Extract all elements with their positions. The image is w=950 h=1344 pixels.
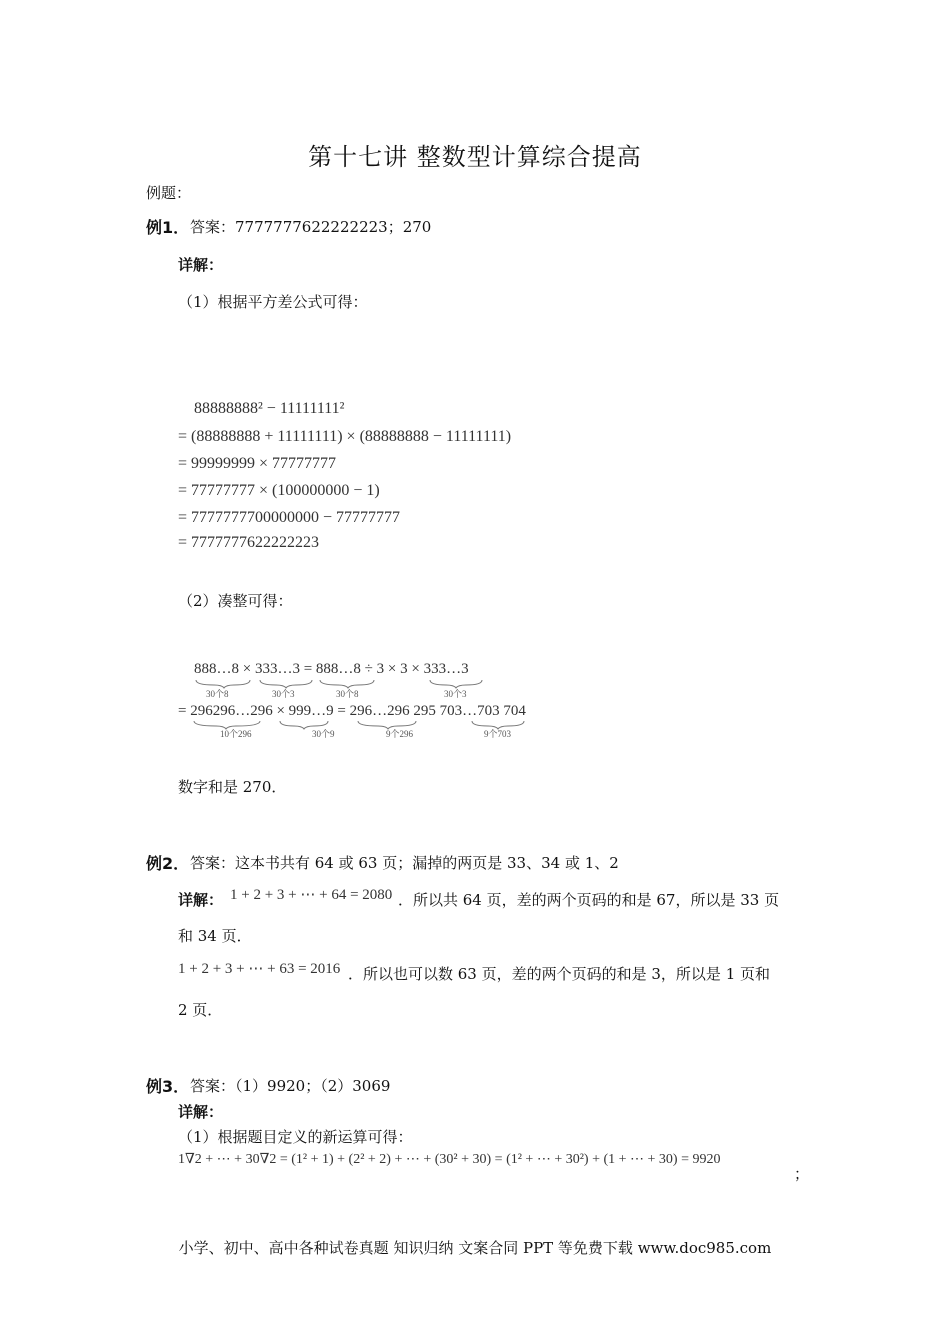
ex1-eq-line-3: = 99999999 × 77777777 [178,455,337,472]
ex1-brace-line-1: 888…8 × 333…3 = 888…8 ÷ 3 × 3 × 333…3 [194,661,469,677]
ex1-part2-intro: （2）凑整可得： [178,592,293,610]
brace-note-1d: 30个3 [444,689,467,699]
ex2-text-1b: 和 34 页． [178,927,252,945]
ex2-formula-1: 1 + 2 + 3 + ⋯ + 64 = 2080 [230,887,393,903]
ex2-text-2: ．所以也可以数 63 页，差的两个页码的和是 3，所以是 1 页和 [348,965,771,983]
ex3-end-mark: ； [794,1165,810,1183]
ex1-eq-line-1: 88888888² − 11111111² [194,400,345,417]
brace-note-2a: 10个296 [220,729,252,739]
ex3-answer: 答案：（1）9920；（2）3069 [190,1077,391,1095]
page-footer: 小学、初中、高中各种试卷真题 知识归纳 文案合同 PPT 等免费下载 www.doc985.com [178,1239,772,1257]
ex1-eq-line-2: = (88888888 + 11111111) × (88888888 − 11111111) [178,428,512,445]
brace-note-1b: 30个3 [272,689,295,699]
ex3-part1-intro: （1）根据题目定义的新运算可得： [178,1128,413,1146]
ex1-part1-intro: （1）根据平方差公式可得： [178,293,368,311]
ex1-label: 例1． [146,218,190,237]
ex2-detail-label: 详解： [178,891,224,909]
ex2-answer: 答案：这本书共有 64 或 63 页；漏掉的两页是 33、34 或 1、2 [190,854,619,872]
ex1-conclusion: 数字和是 270． [178,778,287,796]
ex3-label: 例3． [146,1077,190,1096]
ex1-answer: 答案：7777777622222223；270 [190,218,432,236]
ex2-text-1: ．所以共 64 页，差的两个页码的和是 67，所以是 33 页 [398,891,780,909]
brace-note-2d: 9个703 [484,729,512,739]
page-title: 第十七讲 整数型计算综合提高 [308,143,642,171]
brace-note-2c: 9个296 [386,729,414,739]
ex3-formula: 1∇2 + ⋯ + 30∇2 = (1² + 1) + (2² + 2) + ⋯ + (30² + 30) = (1² + ⋯ + 30²) + (1 + ⋯ + 30) = 9920 [178,1152,721,1167]
brace-note-1c: 30个8 [336,689,359,699]
ex2-text-2b: 2 页． [178,1001,223,1019]
brace-note-2b: 30个9 [312,729,335,739]
section-label: 例题： [146,184,192,202]
ex3-detail-label: 详解： [178,1103,224,1121]
ex1-detail-label: 详解： [178,256,224,274]
ex1-eq-line-4: = 77777777 × (100000000 − 1) [178,482,380,499]
ex1-eq-line-5: = 7777777700000000 − 77777777 [178,509,401,526]
ex2-formula-2: 1 + 2 + 3 + ⋯ + 63 = 2016 [178,961,341,977]
brace-note-1a: 30个8 [206,689,229,699]
ex1-eq-line-6: = 7777777622222223 [178,534,320,551]
ex1-brace-line-2: = 296296…296 × 999…9 = 296…296 295 703…703 704 [178,703,526,719]
ex2-label: 例2． [146,854,190,873]
